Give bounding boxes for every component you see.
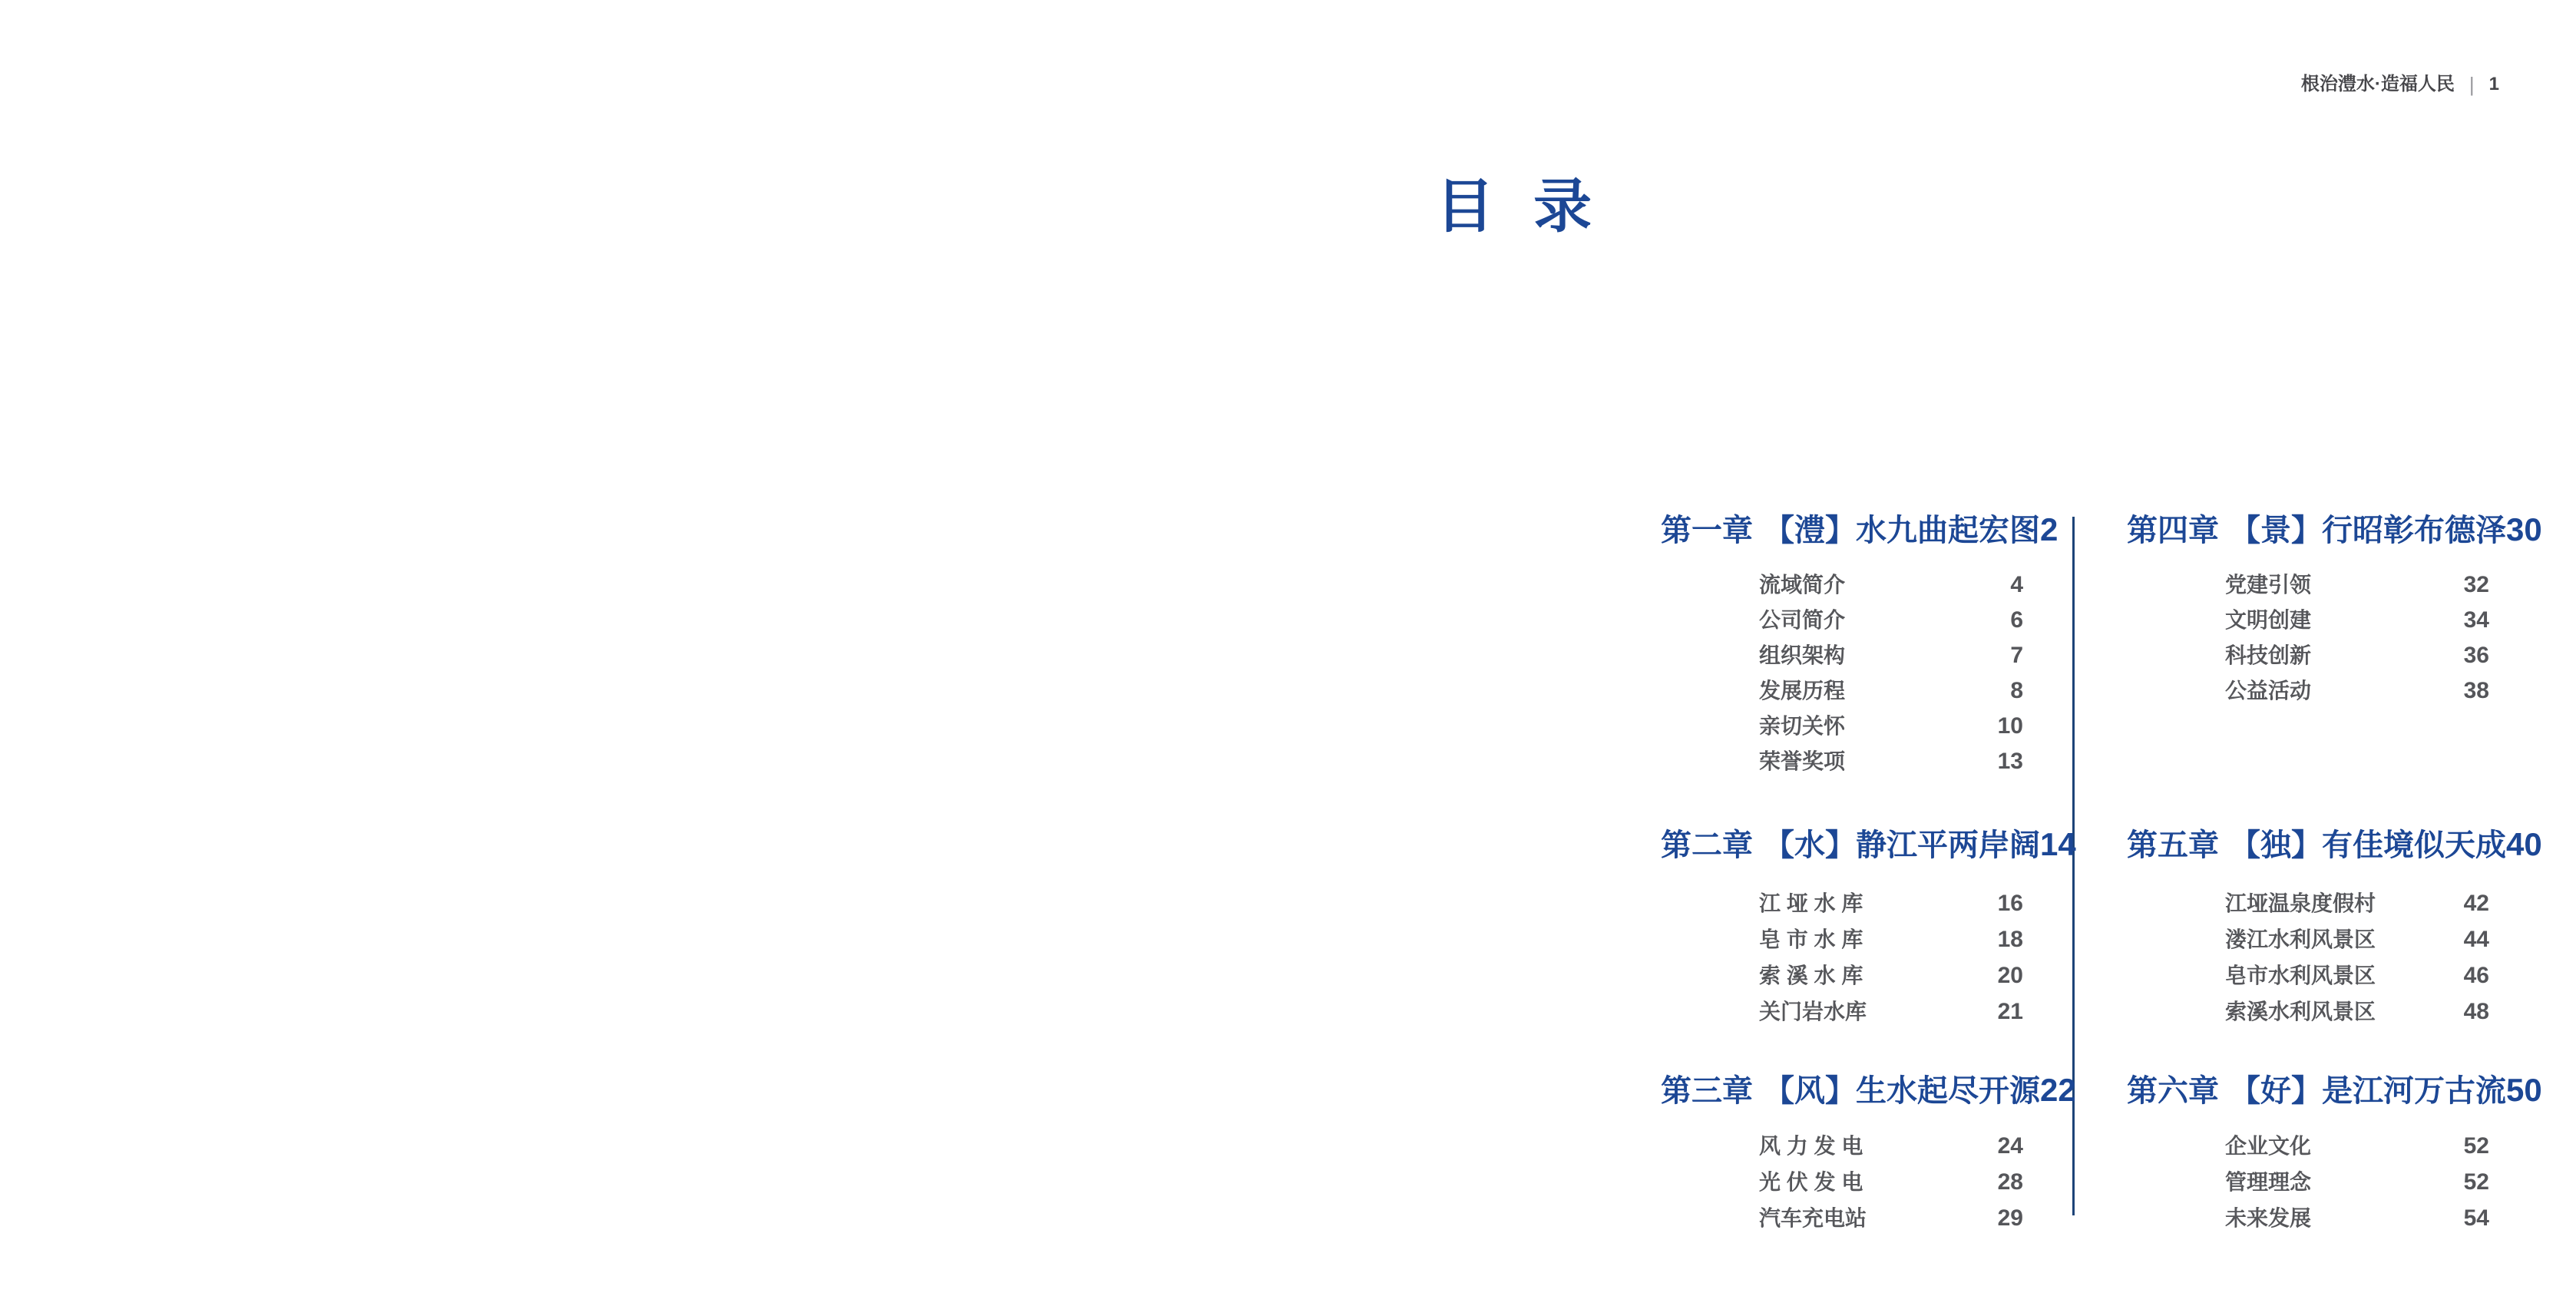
toc-item-label: 流域简介 (1759, 573, 1846, 597)
chapter-number: 第二章 (1661, 828, 1753, 862)
toc-item-label: 江垭温泉度假村 (2225, 891, 2376, 915)
toc-item-row (2127, 888, 2489, 919)
chapter-title: 【好】是江河万古流 (2230, 1074, 2506, 1108)
toc-item-row (1661, 1203, 2023, 1234)
toc-item-label: 荣誉奖项 (1759, 749, 1846, 773)
toc-item-row (1661, 605, 2023, 636)
chapter-label (2127, 1073, 2506, 1109)
chapter-number: 第五章 (2127, 828, 2219, 862)
column-divider (2072, 517, 2075, 1215)
chapter-number: 第一章 (1661, 514, 1753, 547)
toc-item-row (2127, 1131, 2489, 1162)
toc-item-page-number: 10 (1997, 713, 2023, 739)
chapter-label (1661, 512, 2040, 549)
chapter-row (1661, 1072, 2076, 1109)
toc-item-row (2127, 676, 2489, 706)
toc-item-page-number: 24 (1997, 1133, 2023, 1159)
toc-item-page-number: 36 (2463, 643, 2489, 668)
toc-item-row (1661, 570, 2023, 600)
header-separator: | (2469, 73, 2475, 96)
toc-item-page-number: 8 (2010, 678, 2023, 703)
toc-item-label: 索 溪 水 库 (1759, 964, 1863, 987)
chapter-label (1661, 1073, 2040, 1109)
toc-item-label: 文明创建 (2225, 608, 2312, 632)
toc-item-label: 公司简介 (1759, 608, 1846, 632)
chapter-page-number: 40 (2506, 826, 2542, 862)
toc-item-page-number: 18 (1997, 927, 2023, 952)
toc-item-row (2127, 570, 2489, 600)
toc-item-label: 汽车充电站 (1759, 1206, 1867, 1230)
chapter-label (2127, 827, 2506, 864)
toc-item-row (2127, 997, 2489, 1027)
chapter-number: 第三章 (1661, 1074, 1753, 1108)
chapter-page-number: 2 (2040, 511, 2058, 547)
toc-item-row (1661, 1167, 2023, 1198)
toc-item-label: 公益活动 (2225, 679, 2312, 703)
toc-item-row (1661, 711, 2023, 742)
toc-item-page-number: 20 (1997, 963, 2023, 988)
toc-item-page-number: 4 (2010, 572, 2023, 597)
toc-item-label: 党建引领 (2225, 573, 2312, 597)
chapter-label (1661, 827, 2040, 864)
toc-item-label: 亲切关怀 (1759, 714, 1846, 738)
toc-item-page-number: 28 (1997, 1169, 2023, 1195)
toc-item-row (1661, 888, 2023, 919)
toc-item-row (2127, 924, 2489, 955)
toc-item-row (1661, 746, 2023, 777)
toc-item-label: 发展历程 (1759, 679, 1846, 703)
toc-item-label: 风 力 发 电 (1759, 1134, 1863, 1158)
toc-item-label: 索溪水利风景区 (2225, 1000, 2376, 1023)
chapter-row (1661, 511, 2058, 548)
chapter-title: 【独】有佳境似天成 (2230, 828, 2506, 862)
toc-item-page-number: 29 (1997, 1205, 2023, 1231)
page-title: 目 录 (1436, 174, 1592, 240)
toc-item-row (1661, 1131, 2023, 1162)
page-header (2301, 74, 2499, 95)
chapter-number: 第六章 (2127, 1074, 2219, 1108)
toc-item-row (1661, 960, 2023, 991)
toc-item-label: 科技创新 (2225, 643, 2312, 667)
toc-item-row (1661, 924, 2023, 955)
toc-item-page-number: 46 (2463, 963, 2489, 988)
chapter-row (1661, 826, 2076, 863)
toc-item-row (2127, 1203, 2489, 1234)
chapter-title: 【景】行昭彰布德泽 (2230, 514, 2506, 547)
chapter-row (2127, 1072, 2542, 1109)
toc-item-label: 皂市水利风景区 (2225, 964, 2376, 987)
chapter-page-number: 50 (2506, 1072, 2542, 1108)
toc-item-page-number: 42 (2463, 891, 2489, 916)
toc-item-row (1661, 640, 2023, 671)
toc-item-label: 未来发展 (2225, 1206, 2312, 1230)
chapter-title: 【风】生水起尽开源 (1764, 1074, 2040, 1108)
chapter-label (2127, 512, 2506, 549)
toc-item-label: 组织架构 (1759, 643, 1846, 667)
toc-item-page-number: 6 (2010, 607, 2023, 633)
toc-item-page-number: 32 (2463, 572, 2489, 597)
toc-item-row (2127, 1167, 2489, 1198)
chapter-page-number: 30 (2506, 511, 2542, 547)
chapter-page-number: 14 (2040, 826, 2076, 862)
chapter-row (2127, 511, 2542, 548)
toc-column-right (2127, 511, 2542, 1248)
toc-item-page-number: 44 (2463, 927, 2489, 952)
toc-item-page-number: 52 (2463, 1133, 2489, 1159)
toc-item-label: 溇江水利风景区 (2225, 927, 2376, 951)
toc-item-label: 皂 市 水 库 (1759, 927, 1863, 951)
toc-item-label: 企业文化 (2225, 1134, 2312, 1158)
toc-item-page-number: 34 (2463, 607, 2489, 633)
chapter-title: 【澧】水九曲起宏图 (1764, 514, 2040, 547)
toc-item-page-number: 16 (1997, 891, 2023, 916)
toc-item-row (2127, 605, 2489, 636)
toc-item-label: 管理理念 (2225, 1170, 2312, 1194)
toc-column-left (1661, 511, 2076, 1248)
toc-item-page-number: 13 (1997, 749, 2023, 774)
toc-item-page-number: 48 (2463, 999, 2489, 1024)
toc-item-label: 光 伏 发 电 (1759, 1170, 1863, 1194)
header-page-number: 1 (2488, 74, 2499, 94)
toc-item-page-number: 38 (2463, 678, 2489, 703)
chapter-title: 【水】静江平两岸阔 (1764, 828, 2040, 862)
header-slogan: 根治澧水·造福人民 (2300, 74, 2455, 94)
toc-item-page-number: 7 (2010, 643, 2023, 668)
chapter-number: 第四章 (2127, 514, 2219, 547)
toc-item-row (1661, 676, 2023, 706)
toc-item-row (2127, 640, 2489, 671)
toc-item-label: 关门岩水库 (1759, 1000, 1867, 1023)
toc-item-page-number: 52 (2463, 1169, 2489, 1195)
toc-item-page-number: 21 (1997, 999, 2023, 1024)
chapter-row (2127, 826, 2542, 863)
toc-item-label: 江 垭 水 库 (1759, 891, 1863, 915)
toc-item-row (1661, 997, 2023, 1027)
chapter-page-number: 22 (2040, 1072, 2076, 1108)
toc-item-page-number: 54 (2463, 1205, 2489, 1231)
toc-item-row (2127, 960, 2489, 991)
